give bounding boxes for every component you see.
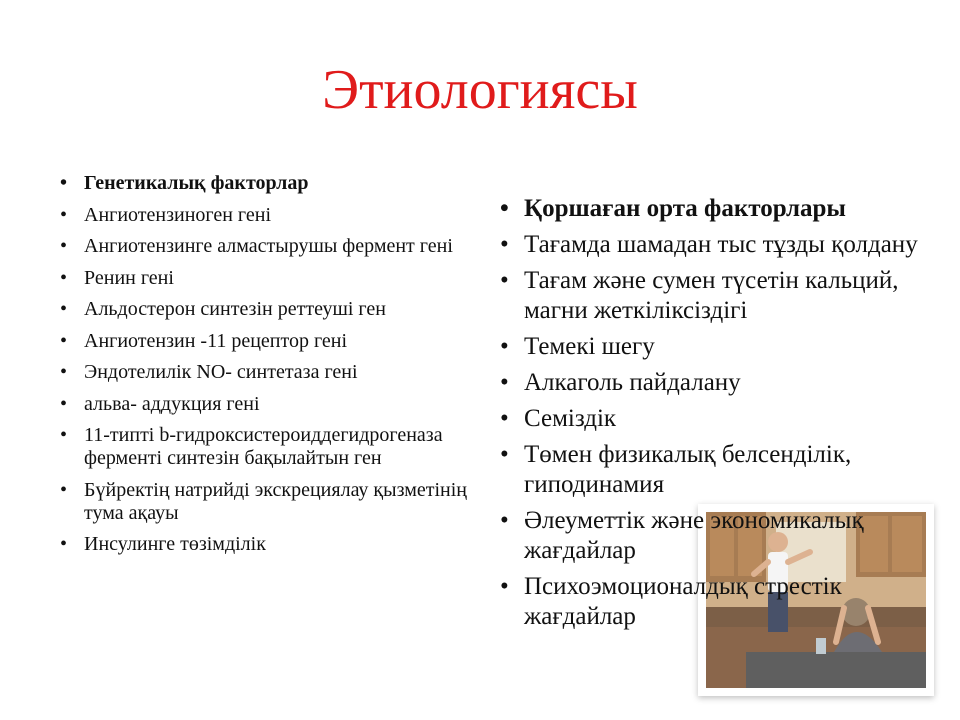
list-item: • Тағам және сумен түсетін кальций, магни жеткіліксіздігі [498, 266, 918, 326]
list-item: • Бүйректің натрийді экскрециялау қызметінің тума ақауы [58, 479, 468, 525]
genetic-factors-list [58, 172, 468, 565]
list-item: • альва- аддукция гені [58, 393, 468, 416]
list-item: • Психоэмоционалдық стрестік жағдайлар [498, 572, 918, 632]
list-item: • Генетикалық факторлар [58, 172, 468, 195]
list-item: • Инсулинге төзімділік [58, 533, 468, 556]
list-item: • Семіздік [498, 404, 918, 434]
list-item: • Ангиотензин -11 рецептор гені [58, 330, 468, 353]
list-item: • Тағамда шамадан тыс тұзды қолдану [498, 230, 918, 260]
list-item: • 11-типті b-гидроксистероиддегидрогеназа ферменті синтезін бақылайтын ген [58, 424, 468, 470]
list-item: • Ангиотензиноген гені [58, 204, 468, 227]
list-item: • Альдостерон синтезін реттеуші ген [58, 298, 468, 321]
list-item: • Ренин гені [58, 267, 468, 290]
list-item: • Ангиотензинге алмастырушы фермент гені [58, 235, 468, 258]
list-item: • Темекі шегу [498, 332, 918, 362]
list-item: • Әлеуметтік және экономикалық жағдайлар [498, 506, 918, 566]
environmental-factors-list [498, 194, 918, 638]
list-item: • Төмен физикалық белсенділік, гиподинамия [498, 440, 918, 500]
list-item: • Эндотелилік NO- синтетаза гені [58, 361, 468, 384]
list-item: • Алкаголь пайдалану [498, 368, 918, 398]
list-item: • Қоршаған орта факторлары [498, 194, 918, 224]
slide-title: Этиологиясы [322, 59, 638, 121]
